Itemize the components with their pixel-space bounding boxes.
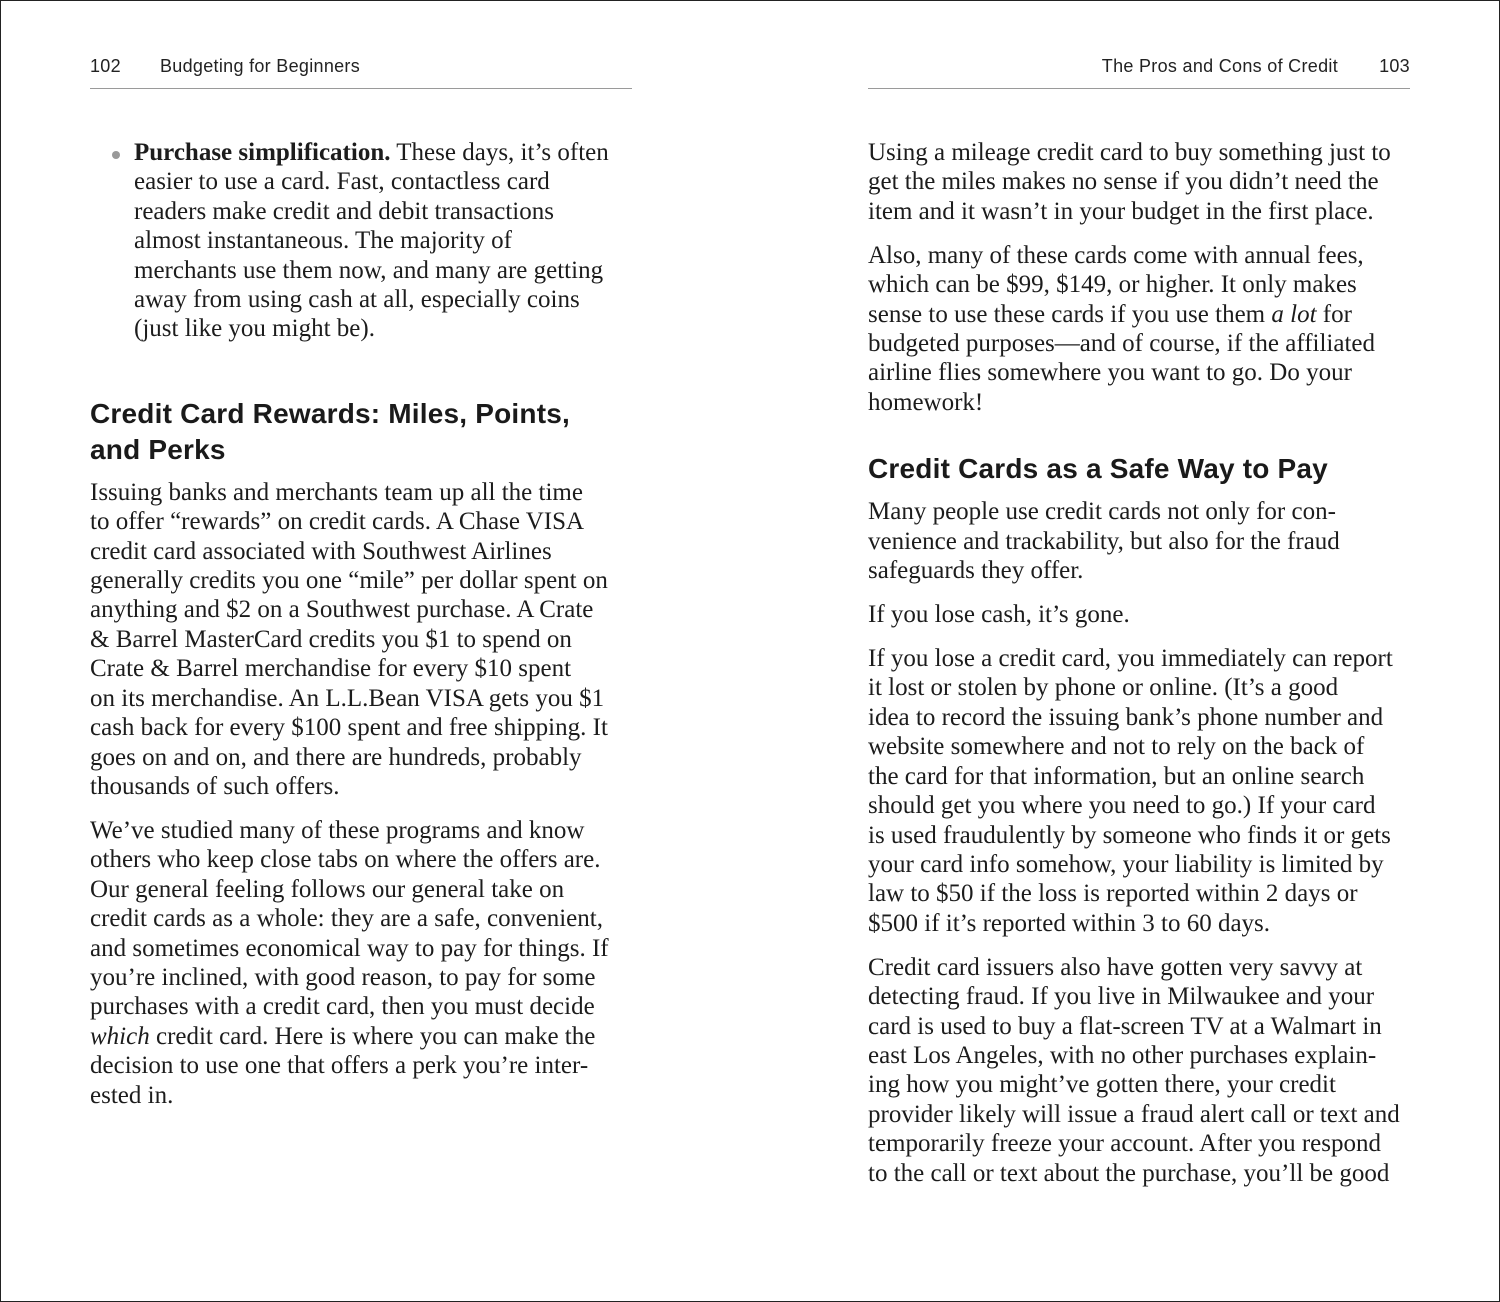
text-line: card is used to buy a flat-screen TV at a Walmart in — [868, 1012, 1382, 1040]
text-line: budgeted purposes—and of course, if the affiliated — [868, 330, 1376, 358]
text-line: on its merchandise. An L.L.Bean VISA gets you $1 — [90, 684, 605, 712]
text-line: and sometimes economical way to pay for things. If — [90, 934, 609, 962]
right-running-head-title: The Pros and Cons of Credit — [1101, 56, 1338, 76]
text-line: homework! — [868, 388, 984, 416]
text-line: it lost or stolen by phone or online. (It’s a good — [868, 674, 1339, 702]
heading-line: Credit Card Rewards: Miles, Points, — [90, 397, 570, 429]
text-line: should get you where you need to go.) If your card — [868, 792, 1376, 820]
text-line: generally credits you one “mile” per dollar spent on — [90, 567, 608, 595]
text-line: We’ve studied many of these programs and know — [90, 816, 585, 844]
right-body-text — [868, 138, 1410, 1203]
text-line: credit cards as a whole: they are a safe, convenient, — [90, 905, 603, 933]
text-line: Credit card issuers also have gotten very savvy at — [868, 953, 1363, 981]
text-line: Crate & Barrel merchandise for every $10 spent — [90, 655, 572, 683]
italic-phrase: a lot — [1271, 300, 1317, 328]
bullet-lead: Purchase simplification. — [134, 139, 391, 166]
text-line — [90, 1022, 632, 1051]
text-line: detecting fraud. If you live in Milwaukee and your — [868, 983, 1375, 1011]
text-line: east Los Angeles, with no other purchases explain- — [868, 1041, 1377, 1069]
annual-fees-paragraph — [868, 241, 1410, 417]
text-line: you’re inclined, with good reason, to pay for some — [90, 963, 596, 991]
right-page-number: 103 — [1379, 56, 1410, 76]
bullet-line: readers make credit and debit transactions — [134, 197, 554, 225]
lose-card-paragraph — [868, 644, 1410, 938]
left-body-text — [90, 138, 632, 1125]
text-line: to the call or text about the purchase, you’ll be good — [868, 1159, 1390, 1187]
left-page-number: 102 — [90, 56, 121, 76]
bullet-dot-icon — [112, 151, 120, 159]
section-heading-rewards — [90, 396, 632, 468]
text-line: If you lose a credit card, you immediately can report — [868, 645, 1393, 673]
text-line: ested in. — [90, 1081, 174, 1109]
text-line: Also, many of these cards come with annual fees, — [868, 241, 1364, 269]
bullet-purchase-simplification — [90, 138, 632, 344]
text-line: credit card associated with Southwest Airlines — [90, 537, 552, 565]
text-line: item and it wasn’t in your budget in the first place. — [868, 197, 1374, 225]
text-line: which can be $99, $149, or higher. It only makes — [868, 271, 1357, 299]
text-line: others who keep close tabs on where the offers are. — [90, 846, 601, 874]
lose-cash-paragraph: If you lose cash, it’s gone. — [868, 601, 1130, 629]
bullet-line: away from using cash at all, especially coins — [134, 286, 580, 314]
text-line: Issuing banks and merchants team up all the time — [90, 478, 583, 506]
text-line: get the miles makes no sense if you didn’t need the — [868, 168, 1379, 196]
text-line: anything and $2 on a Southwest purchase. A Crate — [90, 596, 594, 624]
text-line: Using a mileage credit card to buy something just to — [868, 139, 1391, 166]
fraud-detection-paragraph — [868, 953, 1410, 1188]
italic-word: which — [90, 1022, 150, 1050]
text-line: safeguards they offer. — [868, 557, 1084, 585]
text-line: cash back for every $100 spent and free shipping. It — [90, 714, 608, 742]
text-line: purchases with a credit card, then you must decide — [90, 993, 595, 1021]
text-line: goes on and on, and there are hundreds, probably — [90, 743, 582, 771]
bullet-line: (just like you might be). — [134, 315, 375, 343]
section-heading-safe-way: Credit Cards as a Safe Way to Pay — [868, 453, 1328, 485]
text-line: ing how you might’ve gotten there, your credit — [868, 1071, 1336, 1099]
text-line: Many people use credit cards not only for con- — [868, 498, 1336, 526]
left-running-head-title: Budgeting for Beginners — [160, 56, 361, 76]
left-running-head — [90, 56, 632, 89]
bullet-line: These days, it’s often — [390, 139, 609, 166]
rewards-paragraph-2 — [90, 816, 632, 1110]
right-running-head — [868, 56, 1410, 89]
rewards-paragraph-1 — [90, 478, 632, 801]
text-line: to offer “rewards” on credit cards. A Chase VISA — [90, 508, 585, 536]
bullet-line: easier to use a card. Fast, contactless card — [134, 168, 550, 196]
text-line: website somewhere and not to rely on the back of — [868, 733, 1365, 761]
text-fragment: sense to use these cards if you use them — [868, 300, 1272, 328]
text-line: provider likely will issue a fraud alert call or text and — [868, 1100, 1400, 1128]
text-line: your card info somehow, your liability is limited by — [868, 850, 1384, 878]
text-line: venience and trackability, but also for the fraud — [868, 527, 1340, 555]
text-line: idea to record the issuing bank’s phone number and — [868, 703, 1384, 731]
text-line: law to $50 if the loss is reported within 2 days or — [868, 880, 1358, 908]
text-line: the card for that information, but an online search — [868, 762, 1365, 790]
text-line: airline flies somewhere you want to go. Do your — [868, 359, 1352, 387]
text-line: thousands of such offers. — [90, 772, 340, 800]
text-fragment: for — [1316, 300, 1352, 328]
text-line: & Barrel MasterCard credits you $1 to spend on — [90, 625, 572, 653]
text-line — [868, 300, 1410, 329]
text-fragment: credit card. Here is where you can make the — [149, 1022, 596, 1050]
fraud-safeguards-paragraph — [868, 497, 1410, 585]
text-line: $500 if it’s reported within 3 to 60 days. — [868, 909, 1271, 937]
mileage-paragraph — [868, 138, 1410, 226]
heading-line: and Perks — [90, 433, 226, 465]
text-line: Our general feeling follows our general take on — [90, 875, 565, 903]
text-line: temporarily freeze your account. After you respond — [868, 1130, 1381, 1158]
text-line: is used fraudulently by someone who finds it or gets — [868, 821, 1391, 849]
text-line: decision to use one that offers a perk you’re inter- — [90, 1052, 589, 1080]
bullet-line: merchants use them now, and many are getting — [134, 256, 604, 284]
bullet-line: almost instantaneous. The majority of — [134, 227, 512, 255]
